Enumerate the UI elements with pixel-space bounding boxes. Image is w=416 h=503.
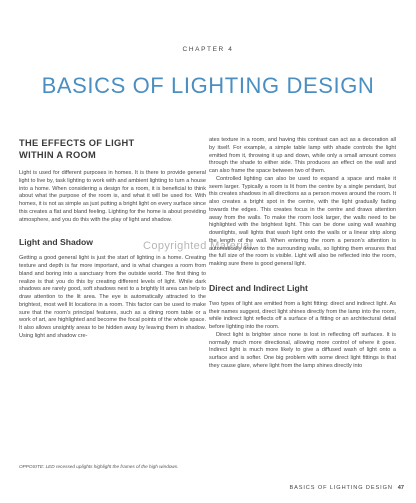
left-column	[19, 137, 206, 341]
body-paragraph: Getting a good general light is just the start of lighting in a home. Creating texture and depth is far more important, and is what changes a room from bland and boring into a sanctuary from the outside world. The first thing to realize is that you do this by creating different levels of light. While dark shadows are rarely good, soft shadows next to a brightly lit area can help to draw attention to the lit area. The eye is automatically attracted to the brightest, most well lit locations in a room. This factor can be used to make sure that the room's principal features, such as a dining room table or a work of art, are highlighted and become the focal points of the whole space. It also allows unsightly areas to be hidden away by leaving them in shadow. Using light and shadow cre-	[19, 255, 206, 339]
body-paragraph: Two types of light are emitted from a light fitting: direct and indirect light. As their names suggest, direct light shines directly from the lamp into the room, while indirect light reflects off a surface of a fitting or an architectural detail before lighting into the room.	[209, 300, 396, 330]
figure-caption: OPPOSITE: LED recessed uplights highlight the frames of the high windows.	[19, 464, 179, 469]
section-heading-line1: THE EFFECTS OF LIGHT	[19, 138, 135, 148]
chapter-title: BASICS OF LIGHTING DESIGN	[41, 73, 375, 98]
subheading-light-and-shadow: Light and Shadow	[19, 237, 93, 248]
page-footer	[289, 485, 404, 491]
page-number: 47	[397, 485, 404, 491]
section-heading	[19, 137, 206, 161]
section-heading-line2: WITHIN A ROOM	[19, 150, 97, 160]
body-paragraph: Light is used for different purposes in homes. It is there to provide general light to live by, task lighting to work with and ambient lighting to turn a house into a home. When considering a design for a room, it is beneficial to think about what the purpose of the room is, and what it will be used for. With homes, it is not as simple as just putting a bright light on every surface since this creates a flat and bland feeling. Lighting for the home is about providing atmosphere, and you do this with the play of light and shadow.	[19, 170, 206, 223]
body-paragraph: Direct light is brighter since none is lost in reflecting off surfaces. It is normally much more directional, allowing more control of where it goes. Indirect light is much more likely to give a diffused wash of light onto a surface and is softer. One big problem with some direct light fittings is that they cause glare, where light from the lamp shines directly into	[209, 331, 396, 369]
body-paragraph: Controlled lighting can also be used to expand a space and make it seem larger. Typically a room is lit from the centre by a single pendant, but this creates shadows in all directions as a person moves around the room. It also creates a bright spot in the centre, with the light gradually fading towards the edges. This creates focus in the centre and draws attention away from the walls. To make the room look larger, the walls need to be highlighted with the brightest light. This can be done using wall washing downlights, wall lights that wash light onto the walls or a linear strip along the length of the wall. When entering the room a person's attention is automatically drawn to the surrounding walls, so lighting them ensures that the full size of the room is visible. Light will also be reflected into the room, making sure there is good general light.	[209, 175, 396, 267]
right-column	[209, 137, 396, 371]
subheading-direct-and-indirect-light: Direct and Indirect Light	[209, 282, 308, 293]
running-title: BASICS OF LIGHTING DESIGN	[289, 485, 393, 491]
chapter-label: CHAPTER 4	[182, 46, 234, 53]
body-paragraph: ates texture in a room, and having this contrast can act as a decoration all by itself. For example, a simple table lamp with shade controls the light emitted from it, throwing it up and down, while only a small amount comes through the shade to either side. This produces an effect on the wall and can also frame the space between two of them.	[209, 137, 396, 174]
watermark: Copyrighted Material	[143, 240, 253, 252]
